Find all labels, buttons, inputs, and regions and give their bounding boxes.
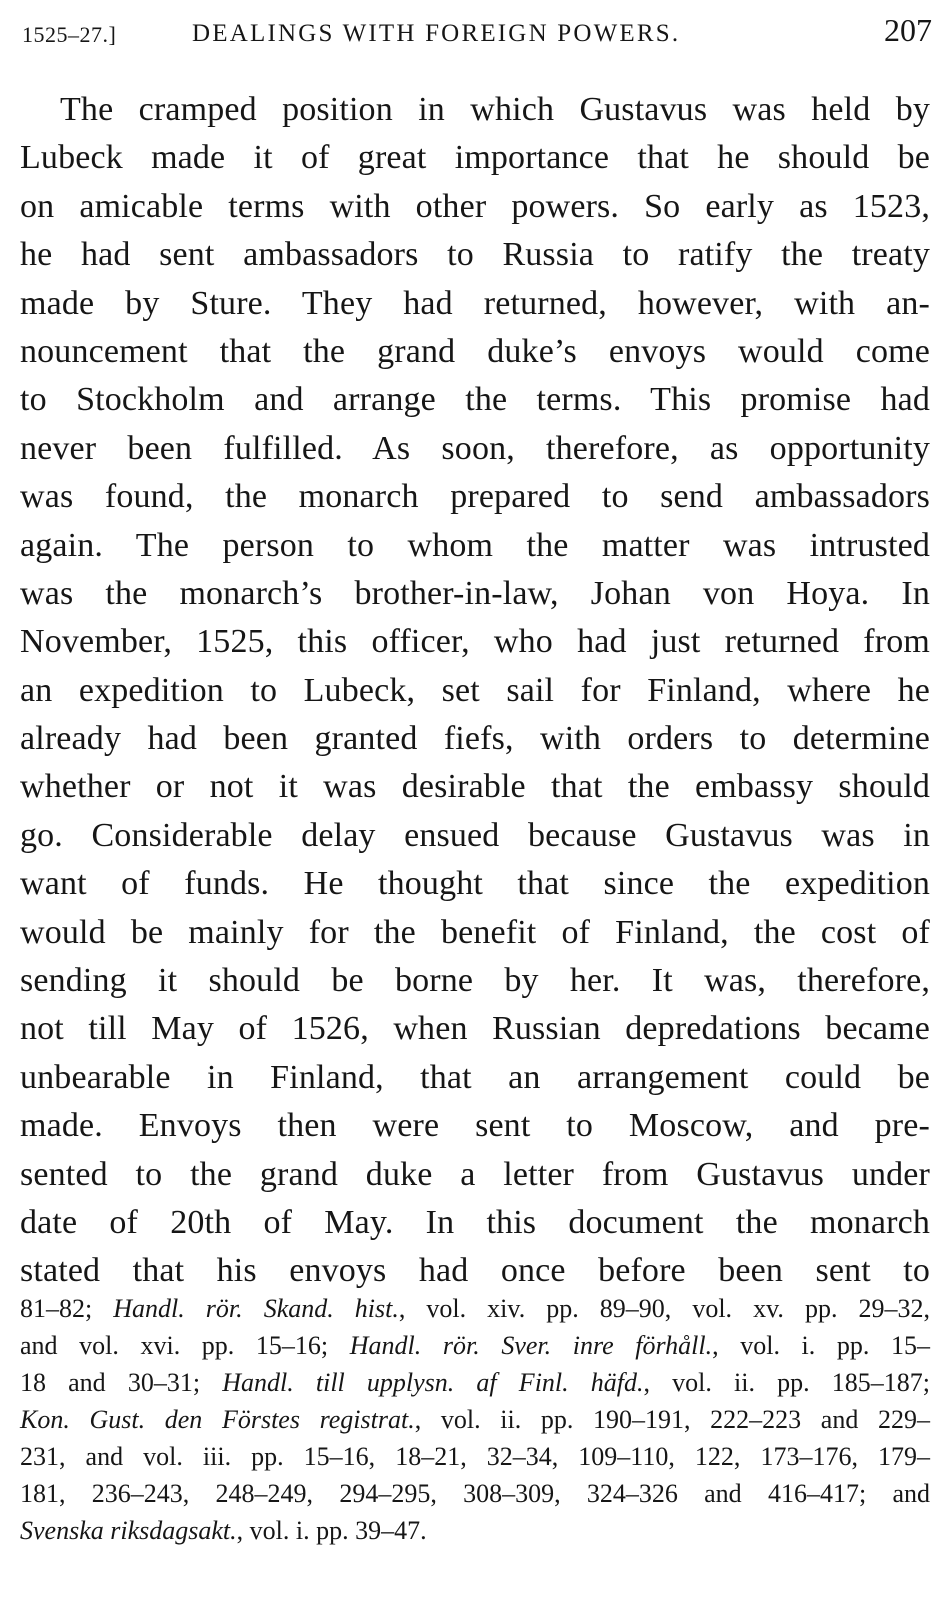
text-line: unbearable in Finland, that an arrangement could be	[20, 1058, 930, 1096]
text-line: was the monarch’s brother-in-law, Johan von Hoya. In	[20, 574, 930, 612]
text-line: November, 1525, this officer, who had just returned from	[20, 623, 930, 661]
footnote-line	[20, 1512, 930, 1549]
body-paragraph	[20, 86, 930, 1296]
text-line: The cramped position in which Gustavus was held by	[60, 91, 930, 128]
text-line: date of 20th of May. In this document the monarch	[20, 1203, 930, 1241]
text-line: sending it should be borne by her. It was, therefore,	[20, 962, 930, 1000]
text-line: already had been granted fiefs, with orders to determine	[20, 720, 930, 758]
text-line: he had sent ambassadors to Russia to ratify the treaty	[20, 236, 930, 274]
footnote-text: , vol. ii. pp. 190–191, 222–223 and 229–	[414, 1405, 930, 1434]
page-number: 207	[884, 12, 932, 48]
footnote-line	[20, 1364, 930, 1401]
footnotes	[20, 1290, 930, 1549]
footnote-text: 181, 236–243, 248–249, 294–295, 308–309, 324–326 and 416–417; and	[20, 1479, 930, 1508]
text-line: was found, the monarch prepared to send ambassadors	[20, 478, 930, 516]
footnote-text: , vol. ii. pp. 185–187;	[643, 1368, 930, 1397]
footnote-text: and vol. xvi. pp. 15–16;	[20, 1331, 350, 1360]
text-line: never been fulfilled. As soon, therefore, as opportunity	[20, 429, 930, 467]
footnote-text: , vol. i. pp. 15–	[712, 1331, 930, 1360]
footnote-line	[20, 1290, 930, 1327]
footnote-line	[20, 1438, 930, 1475]
text-line: made by Sture. They had returned, however, with an-	[20, 284, 930, 322]
footnote-line	[20, 1327, 930, 1364]
text-line: on amicable terms with other powers. So early as 1523,	[20, 187, 930, 225]
text-line: want of funds. He thought that since the expedition	[20, 865, 930, 903]
text-line: an expedition to Lubeck, set sail for Finland, where he	[20, 671, 930, 709]
running-header	[22, 10, 932, 60]
text-line: to Stockholm and arrange the terms. This promise had	[20, 381, 930, 419]
text-line: Lubeck made it of great importance that he should be	[20, 139, 930, 177]
footnote-text: 81–82;	[20, 1294, 114, 1323]
header-date-range: 1525–27.]	[22, 22, 117, 47]
text-line: nouncement that the grand duke’s envoys would come	[20, 332, 930, 370]
footnote-line	[20, 1401, 930, 1438]
text-line: whether or not it was desirable that the embassy should	[20, 768, 930, 806]
citation-title: Handl. rör. Sver. inre förhåll.	[349, 1331, 713, 1360]
citation-title: Handl. till upplysn. af Finl. häfd.	[222, 1368, 644, 1397]
citation-title: Svenska riksdagsakt.	[20, 1516, 237, 1545]
footnote-line	[20, 1475, 930, 1512]
text-line: go. Considerable delay ensued because Gustavus was in	[20, 816, 930, 854]
footnote-text: , vol. i. pp. 39–47.	[236, 1516, 427, 1545]
footnote-text: 18 and 30–31;	[20, 1368, 223, 1397]
footnote-text: , vol. xiv. pp. 89–90, vol. xv. pp. 29–32,	[398, 1294, 930, 1323]
citation-title: Handl. rör. Skand. hist.	[113, 1294, 399, 1323]
header-chapter-title: DEALINGS WITH FOREIGN POWERS.	[192, 20, 681, 47]
citation-title: Kon. Gust. den Förstes registrat.	[20, 1405, 415, 1434]
text-line: not till May of 1526, when Russian depredations became	[20, 1010, 930, 1048]
text-line: stated that his envoys had once before been sent to	[20, 1252, 930, 1290]
text-line: would be mainly for the benefit of Finland, the cost of	[20, 913, 930, 951]
text-line: sented to the grand duke a letter from Gustavus under	[20, 1155, 930, 1193]
footnote-text: 231, and vol. iii. pp. 15–16, 18–21, 32–34, 109–110, 122, 173–176, 179–	[20, 1442, 930, 1471]
text-line: made. Envoys then were sent to Moscow, and pre-	[20, 1107, 930, 1145]
text-line: again. The person to whom the matter was intrusted	[20, 526, 930, 564]
